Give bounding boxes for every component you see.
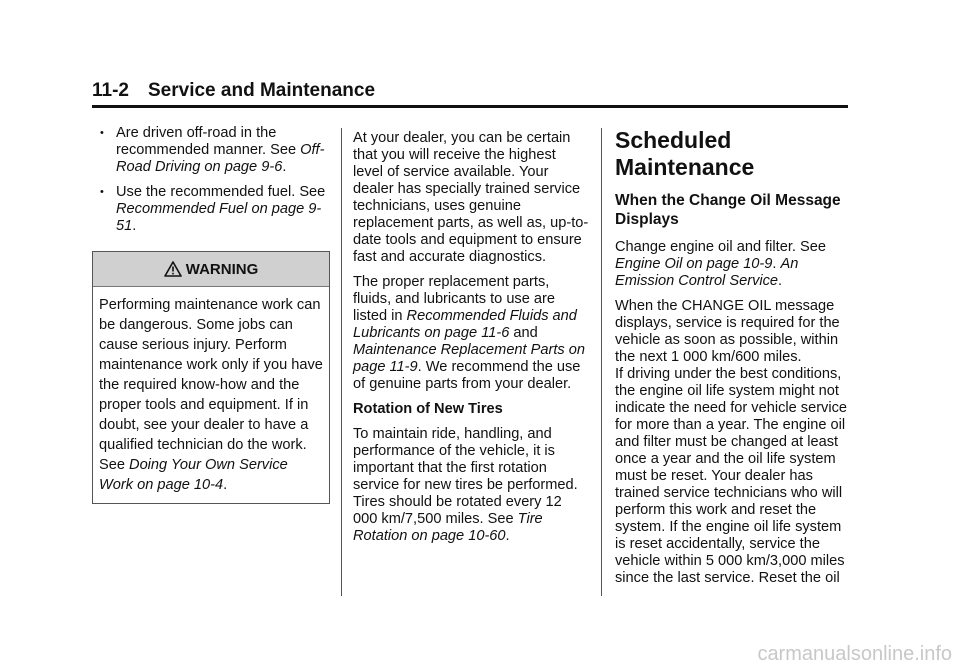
cross-reference[interactable]: Recommended Fuel on page 9-51 xyxy=(116,201,322,234)
paragraph: At your dealer, you can be certain that you will receive the highest level of service available. Your dealer has specially trained service technicians, uses genuine replacement parts, as well as, up-to-date tools and equipment to ensure fast and accurate diagnostics. xyxy=(353,130,589,265)
warning-header xyxy=(93,252,329,287)
cross-reference[interactable]: An Emission Control Service xyxy=(615,256,799,289)
paragraph: The proper replacement parts, fluids, and lubricants to use are listed in Recommended Fluids and Lubricants on page 11-6 and Maintenance Replacement Parts on page 11-9. We recommend the use of genuine parts from your dealer. xyxy=(353,274,586,392)
column-left xyxy=(92,125,330,504)
subsection-heading: When the Change Oil Message Displays xyxy=(615,192,841,228)
cross-reference[interactable]: Off-Road Driving on page 9-6 xyxy=(116,142,325,175)
cross-reference[interactable]: Recommended Fluids and Lubricants on page 11-6 xyxy=(353,308,577,341)
page-header xyxy=(92,80,848,108)
section-heading: Scheduled Maintenance xyxy=(615,127,755,180)
cross-reference[interactable]: Tire Rotation on page 10-60 xyxy=(353,511,543,544)
cross-reference[interactable]: Engine Oil on page 10-9 xyxy=(615,256,773,272)
warning-triangle-icon xyxy=(164,261,182,277)
column-divider xyxy=(601,128,602,596)
column-divider xyxy=(341,128,342,596)
bullet-item: • Are driven off-road in the recommended manner. See Off-Road Driving on page 9-6. xyxy=(100,125,325,175)
column-middle xyxy=(353,130,589,553)
bullet-icon: • xyxy=(100,127,104,139)
paragraph: When the CHANGE OIL message displays, service is required for the vehicle as soon as possible, within the next 1 000 km/600 miles. If driving under the best conditions, the engine oil life system might not indicate the need for vehicle service for more than a year. The engine oil and filter must be changed at least once a year and the oil life system must be reset. Your dealer has trained service technicians who will perform this work and reset the system. If the engine oil life system is reset accidentally, service the vehicle within 5 000 km/3,000 miles since the last service. Reset the oil xyxy=(615,298,848,586)
page-number: 11-2 xyxy=(92,80,129,101)
warning-text: Performing maintenance work can be dangerous. Some jobs can cause serious injury. Perform maintenance work only if you have the required know-how and the proper tools and equipment. If in doubt, see your dealer to have a qualified technician do the work. See Doing Your Own Service Work on page 10-4. xyxy=(99,297,323,493)
subheading: Rotation of New Tires xyxy=(353,401,503,417)
cross-reference[interactable]: Maintenance Replacement Parts on page 11-9 xyxy=(353,342,586,375)
warning-box xyxy=(92,251,330,504)
paragraph: Change engine oil and filter. See Engine Oil on page 10-9. An Emission Control Service. xyxy=(615,239,826,289)
bullet-icon: • xyxy=(100,186,104,198)
paragraph: To maintain ride, handling, and performance of the vehicle, it is important that the first rotation service for new tires be performed. Tires should be rotated every 12 000 km/7,500 miles. See Tire Rotation on page 10-60. xyxy=(353,426,578,544)
cross-reference[interactable]: Doing Your Own Service Work on page 10-4 xyxy=(99,457,288,493)
bullet-item: • Use the recommended fuel. See Recommended Fuel on page 9-51. xyxy=(100,184,326,234)
warning-label: WARNING xyxy=(185,260,259,278)
column-right xyxy=(615,127,853,587)
section-title: Service and Maintenance xyxy=(148,80,376,101)
watermark: carmanualsonline.info xyxy=(757,643,952,665)
